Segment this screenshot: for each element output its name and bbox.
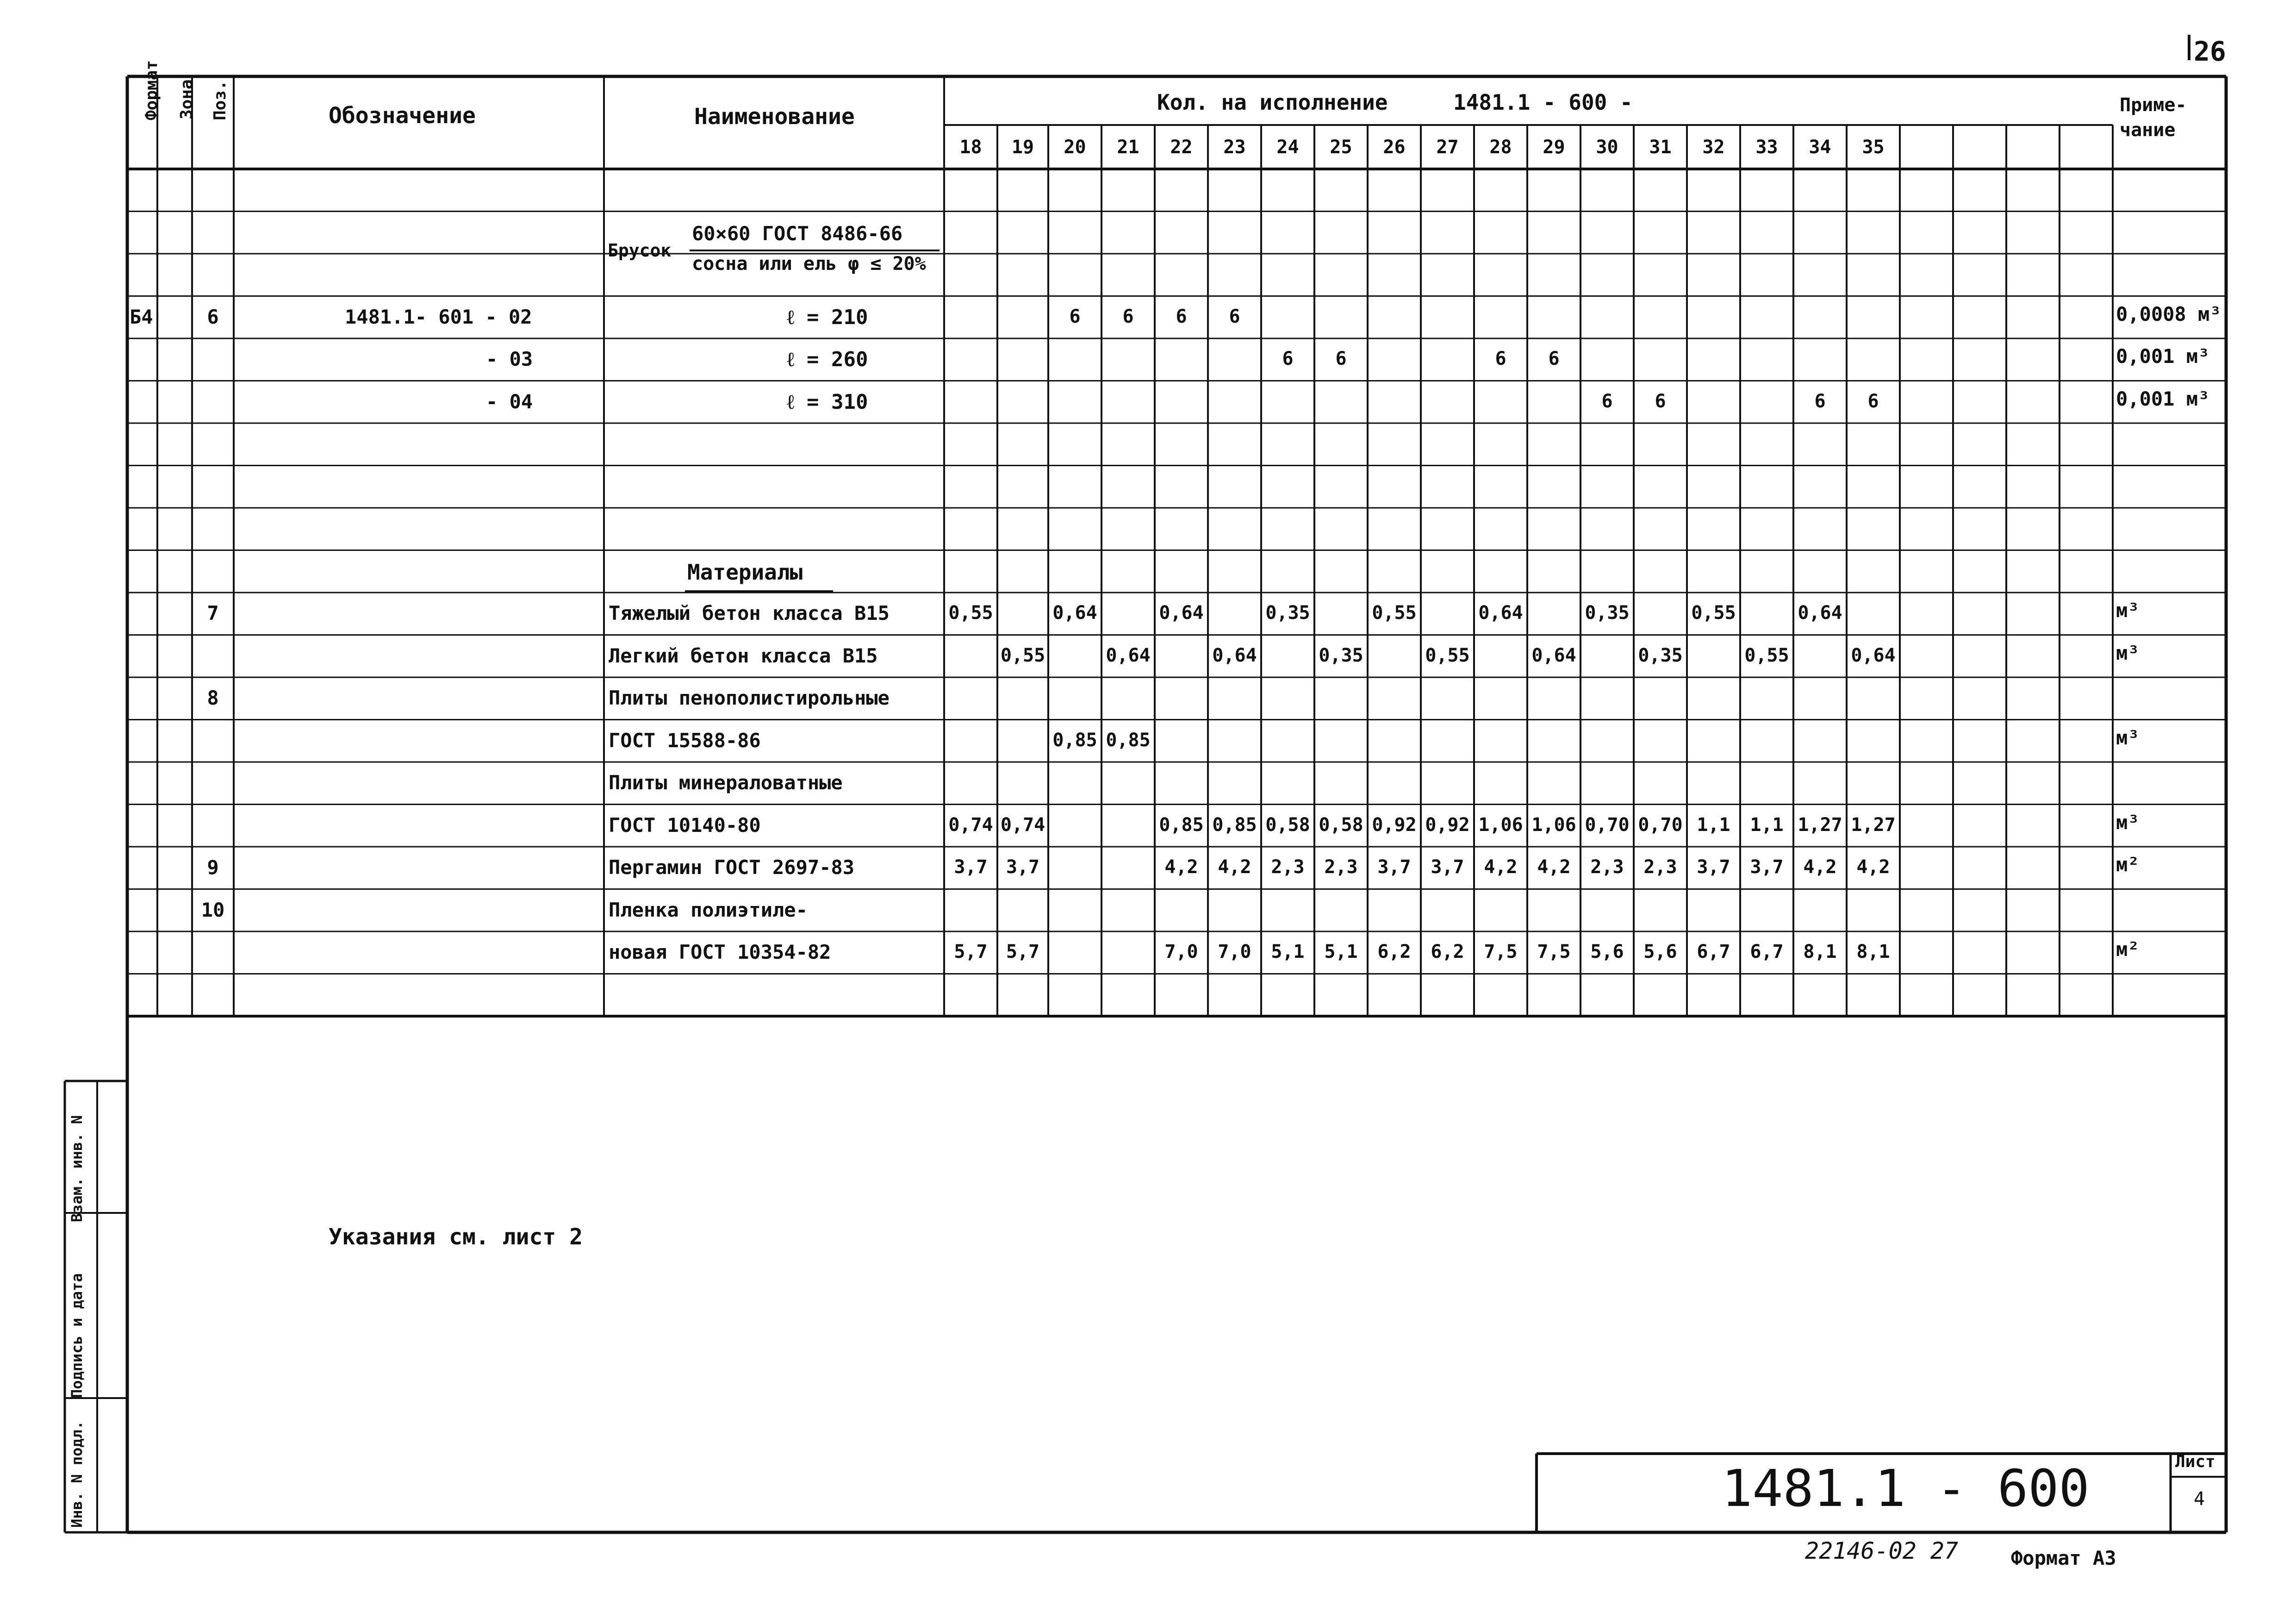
row-quantity: 0,55 <box>1372 602 1417 624</box>
row-quantity: 6 <box>1229 306 1240 327</box>
row-note: 0,0008 м³ <box>2116 302 2221 325</box>
row-name: новая ГОСТ 10354-82 <box>609 941 831 963</box>
header-designation: Обозначение <box>329 103 476 129</box>
row-quantity: 6 <box>1069 306 1081 327</box>
row-quantity: 3,7 <box>1431 856 1464 878</box>
row-quantity: 0,64 <box>1851 644 1896 666</box>
row-quantity: 5,1 <box>1271 941 1305 962</box>
row-quantity: 1,1 <box>1750 814 1784 836</box>
header-pos: Поз. <box>211 80 230 120</box>
instructions-text: Указания см. лист 2 <box>329 1224 583 1250</box>
row-note: м³ <box>2116 641 2140 664</box>
row-quantity: 3,7 <box>1377 856 1411 878</box>
header-execution-number: 33 <box>1755 137 1778 158</box>
side-stamp-inv: Инв. N подл. <box>68 1420 86 1528</box>
row-name: Пергамин ГОСТ 2697-83 <box>609 856 855 879</box>
row-quantity: 0,55 <box>1425 644 1470 666</box>
row-name: ℓ = 310 <box>787 390 868 414</box>
header-execution-number: 24 <box>1276 137 1299 158</box>
row-quantity: 0,92 <box>1425 814 1470 836</box>
header-execution-number: 29 <box>1543 137 1565 158</box>
row-designation: 1481.1- 601 - 02 <box>345 305 532 328</box>
row-note: м² <box>2116 938 2140 961</box>
row-quantity: 6 <box>1867 390 1879 412</box>
row-quantity: 0,55 <box>1000 644 1045 666</box>
row-quantity: 0,35 <box>1265 602 1310 624</box>
header-name: Наименование <box>694 104 855 130</box>
row-quantity: 0,64 <box>1052 602 1097 624</box>
row-format: Б4 <box>130 305 153 328</box>
row-quantity: 7,5 <box>1537 941 1571 962</box>
row-quantity: 0,55 <box>948 602 993 624</box>
row-quantity: 5,6 <box>1590 941 1624 962</box>
row-note: м³ <box>2116 726 2140 749</box>
header-execution-number: 28 <box>1489 137 1512 158</box>
header-execution-number: 27 <box>1436 137 1459 158</box>
row-position: 8 <box>207 687 219 709</box>
row-name: ℓ = 210 <box>787 305 868 329</box>
row-quantity: 1,06 <box>1531 814 1576 836</box>
header-qty-title: Кол. на исполнение <box>1157 90 1388 115</box>
header-zone: Зона <box>177 79 196 119</box>
row-quantity: 2,3 <box>1271 856 1305 878</box>
row-name: Плиты минераловатные <box>609 771 843 794</box>
row-note: м² <box>2116 853 2140 876</box>
row-name: Легкий бетон класса В15 <box>609 644 878 667</box>
row-quantity: 1,1 <box>1697 814 1730 836</box>
row-quantity: 0,64 <box>1212 644 1257 666</box>
row-quantity: 0,74 <box>948 814 993 836</box>
row-quantity: 6,2 <box>1377 941 1411 962</box>
row-quantity: 0,35 <box>1638 644 1683 666</box>
row-quantity: 0,35 <box>1319 644 1363 666</box>
row-quantity: 6 <box>1282 348 1294 369</box>
header-execution-number: 18 <box>959 137 982 158</box>
header-execution-number: 22 <box>1170 137 1193 158</box>
row-quantity: 0,85 <box>1106 729 1151 751</box>
row-quantity: 6,7 <box>1750 941 1784 962</box>
row-name: Тяжелый бетон класса В15 <box>609 602 890 625</box>
row-quantity: 3,7 <box>1750 856 1784 878</box>
header-execution-number: 21 <box>1117 137 1139 158</box>
side-stamp-replace: Взам. инв. N <box>68 1115 86 1222</box>
row-quantity: 5,1 <box>1324 941 1358 962</box>
header-execution-number: 34 <box>1809 137 1831 158</box>
row-quantity: 4,2 <box>1803 856 1837 878</box>
row-quantity: 6 <box>1655 390 1666 412</box>
sheet-number: 26 <box>2194 36 2226 67</box>
row-quantity: 6,2 <box>1431 941 1464 962</box>
row-quantity: 1,27 <box>1798 814 1842 836</box>
row-quantity: 5,6 <box>1643 941 1677 962</box>
row-quantity: 1,27 <box>1851 814 1896 836</box>
format-label: Формат А3 <box>2011 1547 2116 1569</box>
row-quantity: 0,64 <box>1798 602 1842 624</box>
header-execution-number: 30 <box>1596 137 1618 158</box>
row-quantity: 3,7 <box>1006 856 1040 878</box>
header-execution-number: 26 <box>1383 137 1406 158</box>
row-designation: - 03 <box>486 348 533 370</box>
row-quantity: 7,0 <box>1164 941 1198 962</box>
header-series: 1481.1 - 600 - <box>1453 90 1633 115</box>
side-stamp-sign: Подпись и дата <box>68 1273 86 1398</box>
row-quantity: 0,92 <box>1372 814 1417 836</box>
row-quantity: 0,55 <box>1691 602 1736 624</box>
row-quantity: 2,3 <box>1324 856 1358 878</box>
row-quantity: 4,2 <box>1164 856 1198 878</box>
row-name: Плиты пенополистирольные <box>609 687 890 709</box>
row-quantity: 8,1 <box>1856 941 1890 962</box>
row-position: 7 <box>207 602 219 625</box>
row-name: ГОСТ 10140-80 <box>609 813 761 837</box>
row-quantity: 6 <box>1601 390 1613 412</box>
brusok-spec-bottom: сосна или ель φ ≤ 20% <box>692 253 926 275</box>
header-note: Приме- чание <box>2120 94 2187 141</box>
row-quantity: 5,7 <box>1006 941 1040 962</box>
row-name: ГОСТ 15588-86 <box>609 729 761 752</box>
row-quantity: 6 <box>1495 348 1506 369</box>
brusok-label: Брусок <box>608 240 672 261</box>
row-quantity: 0,74 <box>1000 814 1045 836</box>
row-position: 9 <box>207 856 219 879</box>
row-quantity: 6,7 <box>1697 941 1730 962</box>
header-execution-number: 23 <box>1223 137 1246 158</box>
row-quantity: 6 <box>1176 306 1187 327</box>
row-quantity: 3,7 <box>954 856 988 878</box>
row-quantity: 0,85 <box>1052 729 1097 751</box>
sheet-value: 4 <box>2194 1488 2205 1510</box>
row-quantity: 4,2 <box>1218 856 1251 878</box>
row-quantity: 0,64 <box>1106 644 1151 666</box>
sheet-label: Лист <box>2175 1452 2215 1471</box>
row-quantity: 2,3 <box>1590 856 1624 878</box>
row-quantity: 0,64 <box>1531 644 1576 666</box>
header-execution-number: 31 <box>1649 137 1672 158</box>
row-quantity: 1,06 <box>1478 814 1523 836</box>
archive-number: 22146-02 27 <box>1805 1537 1959 1564</box>
header-format: Формат <box>142 60 161 120</box>
row-note: м³ <box>2116 811 2140 834</box>
doc-code: 1481.1 - 600 <box>1722 1459 2090 1518</box>
row-quantity: 7,0 <box>1218 941 1251 962</box>
row-quantity: 4,2 <box>1856 856 1890 878</box>
row-quantity: 0,85 <box>1212 814 1257 836</box>
row-note: 0,001 м³ <box>2116 387 2210 410</box>
header-execution-number: 25 <box>1330 137 1352 158</box>
row-quantity: 0,55 <box>1744 644 1789 666</box>
row-quantity: 6 <box>1814 390 1826 412</box>
header-execution-number: 32 <box>1702 137 1725 158</box>
row-quantity: 6 <box>1335 348 1347 369</box>
row-note: 0,001 м³ <box>2116 345 2210 368</box>
row-quantity: 3,7 <box>1697 856 1730 878</box>
row-position: 10 <box>201 898 225 921</box>
row-name: ℓ = 260 <box>787 348 868 371</box>
row-quantity: 6 <box>1548 348 1560 369</box>
row-quantity: 0,85 <box>1159 814 1204 836</box>
row-quantity: 0,64 <box>1159 602 1204 624</box>
row-quantity: 4,2 <box>1484 856 1518 878</box>
row-position: 6 <box>207 305 219 328</box>
row-quantity: 7,5 <box>1484 941 1518 962</box>
row-quantity: 8,1 <box>1803 941 1837 962</box>
row-quantity: 0,64 <box>1478 602 1523 624</box>
row-designation: - 04 <box>486 390 533 413</box>
row-quantity: 5,7 <box>954 941 988 962</box>
row-quantity: 0,70 <box>1638 814 1683 836</box>
row-quantity: 6 <box>1122 306 1134 327</box>
header-execution-number: 19 <box>1011 137 1034 158</box>
header-execution-number: 35 <box>1862 137 1885 158</box>
row-note: м³ <box>2116 599 2140 622</box>
row-quantity: 2,3 <box>1643 856 1677 878</box>
row-quantity: 0,35 <box>1585 602 1630 624</box>
row-quantity: 0,70 <box>1585 814 1630 836</box>
row-quantity: 0,58 <box>1319 814 1363 836</box>
row-quantity: 0,58 <box>1265 814 1310 836</box>
brusok-spec-top: 60×60 ГОСТ 8486-66 <box>692 222 903 245</box>
materials-heading: Материалы <box>687 559 803 585</box>
header-execution-number: 20 <box>1064 137 1086 158</box>
row-name: Пленка полиэтиле- <box>609 898 808 921</box>
row-quantity: 4,2 <box>1537 856 1571 878</box>
